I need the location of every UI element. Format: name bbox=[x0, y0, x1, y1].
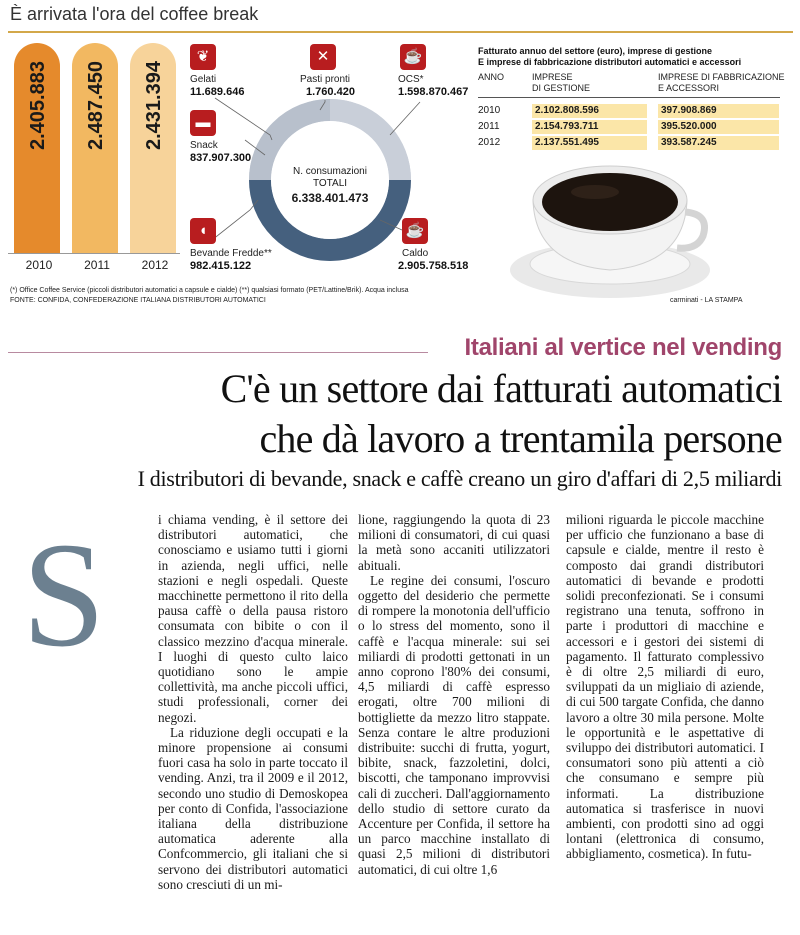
headline bbox=[221, 364, 782, 464]
footnote: (*) Office Coffee Service (piccoli distributori automatici a capsule e cialde) (**) qualsiasi formato (PET/Lattine/Brik). Acqua inclusa bbox=[10, 287, 409, 294]
article-column-3 bbox=[566, 512, 764, 932]
kicker: Italiani al vertice nel vending bbox=[464, 334, 782, 361]
year-label-2012: 2012 bbox=[141, 258, 169, 272]
donut-center-label-line1: N. consumazioni bbox=[293, 166, 367, 177]
infographic-notes bbox=[10, 286, 450, 306]
article-paragraph: lione, raggiungendo la quota di 23 milioni di consumatori, di cui quasi la metà sono accaniti utilizzatori abituali. bbox=[358, 512, 550, 573]
table-header-gestione-line1: IMPRESE bbox=[532, 72, 573, 82]
table-cell-2012-fabbricazione: 393.587.245 bbox=[658, 136, 779, 150]
kicker-rule bbox=[8, 352, 428, 353]
article-paragraph: milioni riguarda le piccole macchine per ufficio che funzionano a base di capsule e cialde, mentre il resto è composto dai grandi distributori automatici di bevande e prodotti solidi preconfezionati. Se i consumi registrano una tenuta, soffrono in parte i produttori di macchine e accessori e i gestori dei sistemi di pagamento. Il fatturato complessivo è di oltre 2,5 miliardi di euro, sviluppati da un migliaio di aziende, di cui 500 targate Confida, che danno lavoro a oltre 30 mila persone. Molte le opportunità e le aspettative di sviluppo dei distributori automatici. I consumatori sono più attenti a ciò che consumano e sempre più informati. La distribuzione automatica si trasferisce in nuovi ambienti, con prodotti sino ad oggi lontani (elettronica di consumo, abbigliamento, cosmetica). In futu- bbox=[566, 512, 764, 862]
subheadline: I distributori di bevande, snack e caffè creano un giro d'affari di 2,5 miliardi bbox=[137, 466, 782, 491]
table-cell-2012-gestione: 2.137.551.495 bbox=[532, 136, 647, 150]
bar-chart bbox=[8, 40, 180, 253]
coffee-cup-illustration bbox=[505, 152, 715, 302]
table-header-fabbricazione bbox=[658, 72, 785, 94]
category-value-caldo: 2.905.758.518 bbox=[398, 260, 469, 272]
donut-center-value: 6.338.401.473 bbox=[291, 191, 369, 205]
year-label-2010: 2010 bbox=[25, 258, 53, 272]
category-value-ocs: 1.598.870.467 bbox=[398, 86, 469, 98]
category-value-gelati: 11.689.646 bbox=[190, 86, 245, 98]
bar-value-2010: 2.405.883 bbox=[27, 61, 49, 150]
infographic-title: È arrivata l'ora del coffee break bbox=[10, 4, 259, 24]
article-column-1 bbox=[158, 512, 348, 932]
article-paragraph: Le regine dei consumi, l'oscuro oggetto del desiderio che permette di rompere la monotonia dell'ufficio o lo stress del momento, sono il caffè e l'acqua minerale: sui sei miliardi di prodotti gettonati in un anno coprono l'80% dei consumi, 4,5 miliardi di caffè espresso erogati, oltre 700 milioni di bottigliette da mezzo litro stappate. Senza contare le altre produzioni distribuite: succhi di frutta, yogurt, bibite, snack, fazzoletini, dolci, biscotti, che tamponano improvvisi cali di zuccheri. Dall'aggiornamento dello studio di settore curato da Accenture per Confida, il settore ha un parco macchine installato di quasi 2,5 milioni di distributori automatici, di cui oltre 1,6 bbox=[358, 572, 550, 877]
table-header-gestione-line2: DI GESTIONE bbox=[532, 83, 591, 93]
ice-cream-icon: ❦ bbox=[190, 44, 216, 70]
drop-cap: S bbox=[22, 512, 106, 678]
headline-line2: che dà lavoro a trentamila persone bbox=[259, 416, 782, 461]
bar-baseline bbox=[8, 253, 180, 254]
category-label-caldo: Caldo bbox=[402, 248, 429, 259]
bar-value-2011: 2.487.450 bbox=[85, 61, 107, 150]
cutlery-icon: ✕ bbox=[310, 44, 336, 70]
table-row-2012-year: 2012 bbox=[478, 137, 501, 148]
category-label-gelati: Gelati bbox=[190, 74, 217, 85]
category-value-snack: 837.907.300 bbox=[190, 152, 252, 164]
article-paragraph: i chiama vending, è il settore dei distributori automatici, che conosciamo e usiamo tutti i giorni in azienda, negli uffici, nelle stazioni e negli ospedali. Queste macchinette permettono il rito della pausa caffè o della pausa ristoro consumata con bibite o con il classico mezzino d'acqua minerale. I luoghi di questo culto laico quotidiano sono le ampie collettività, ma anche piccoli uffici, studi professionali, corner dei negozi. bbox=[158, 512, 348, 725]
table-row-2010-year: 2010 bbox=[478, 105, 501, 116]
hot-cup-icon: ☕ bbox=[402, 218, 428, 244]
table-header-year: ANNO bbox=[478, 72, 505, 82]
table-row-2011-year: 2011 bbox=[478, 121, 500, 132]
title-divider bbox=[8, 31, 793, 33]
table-title-line2: E imprese di fabbricazione distributori automatici e accessori bbox=[478, 57, 742, 67]
source-note: FONTE: CONFIDA, CONFEDERAZIONE ITALIANA DISTRIBUTORI AUTOMATICI bbox=[10, 297, 266, 304]
table-header-fabbricazione-line2: E ACCESSORI bbox=[658, 83, 720, 93]
table-cell-2010-gestione: 2.102.808.596 bbox=[532, 104, 647, 118]
snack-icon: ▬ bbox=[190, 110, 216, 136]
bottle-icon: ◖ bbox=[190, 218, 216, 244]
headline-line1: C'è un settore dai fatturati automatici bbox=[220, 366, 782, 411]
category-label-snack: Snack bbox=[190, 140, 218, 151]
table-cell-2011-fabbricazione: 395.520.000 bbox=[658, 120, 779, 134]
donut-center-label-line2: TOTALI bbox=[312, 178, 348, 189]
table-cell-2010-fabbricazione: 397.908.869 bbox=[658, 104, 779, 118]
table-title-line1: Fatturato annuo del settore (euro), imprese di gestione bbox=[478, 46, 713, 56]
bar-value-2012: 2.431.394 bbox=[143, 61, 165, 150]
article-paragraph: La riduzione degli occupati e la minore propensione ai consumi fuori casa ha solo in parte toccato il vending. Anzi, tra il 2009 e il 2012, secondo uno studio di Demoskopea per conto di Confida, l'associazione italiana della distribuzione automatica aderente alla Confcommercio, gli italiani che si servono dei distributori automatici sono cresciuti di un mi- bbox=[158, 724, 348, 892]
table-header-gestione bbox=[532, 72, 590, 94]
year-label-2011: 2011 bbox=[84, 258, 110, 272]
article-column-2 bbox=[358, 512, 550, 932]
category-label-bevande-fredde: Bevande Fredde** bbox=[190, 248, 272, 259]
table-header-rule bbox=[478, 97, 780, 98]
category-value-pasti-pronti: 1.760.420 bbox=[306, 86, 355, 98]
category-value-bevande-fredde: 982.415.122 bbox=[190, 260, 252, 272]
coffee-machine-icon: ☕ bbox=[400, 44, 426, 70]
category-label-pasti-pronti: Pasti pronti bbox=[300, 74, 351, 85]
table-cell-2011-gestione: 2.154.793.711 bbox=[532, 120, 647, 134]
image-credit: carminati - LA STAMPA bbox=[670, 297, 743, 304]
category-label-ocs: OCS* bbox=[398, 74, 424, 85]
table-header-fabbricazione-line1: IMPRESE DI FABBRICAZIONE bbox=[658, 72, 785, 82]
